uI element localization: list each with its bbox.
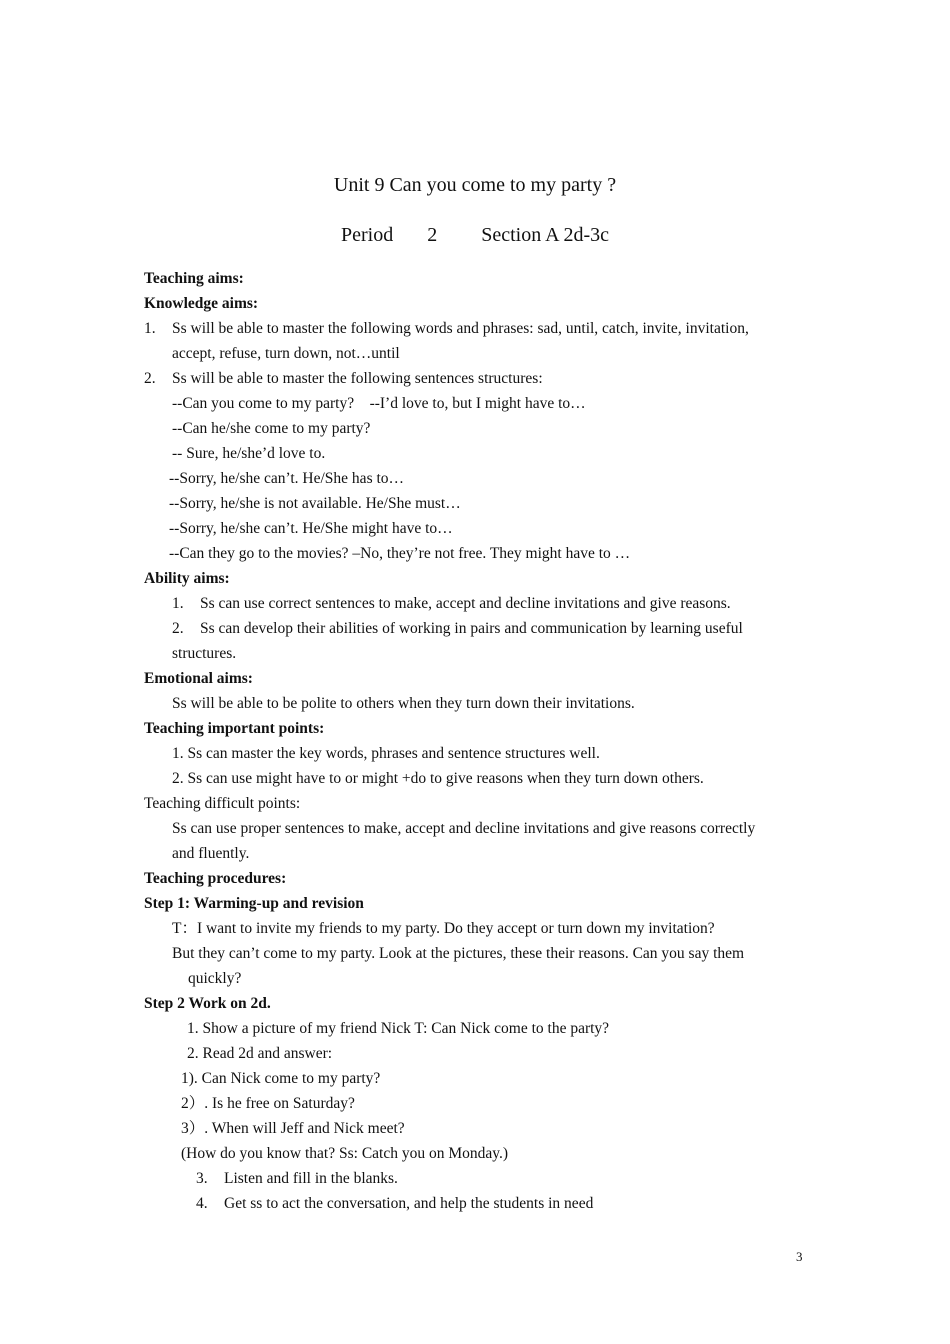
list-item: 1. Ss can use correct sentences to make, accept and decline invitations and give reasons. (172, 595, 731, 612)
period-number: 2 (427, 224, 438, 246)
step2-item: 2. Read 2d and answer: (187, 1045, 333, 1062)
list-item: 3. Listen and fill in the blanks. (196, 1170, 398, 1187)
list-item-continuation: structures. (172, 645, 237, 662)
difficult-point-text: Ss can use proper sentences to make, accept and decline invitations and give reasons correctly (172, 820, 756, 837)
list-item: 4. Get ss to act the conversation, and help the students in need (196, 1195, 594, 1212)
important-points-heading: Teaching important points: (144, 720, 325, 737)
section-label: Section A 2d-3c (481, 224, 609, 246)
document-body (144, 266, 814, 1216)
list-item-continuation: accept, refuse, turn down, not…until (172, 345, 400, 362)
important-point: 2. Ss can use might have to or might +do to give reasons when they turn down others. (172, 770, 704, 787)
step1-heading: Step 1: Warming-up and revision (144, 895, 364, 912)
emotional-aims-heading: Emotional aims: (144, 670, 253, 687)
page-subtitle (0, 224, 950, 247)
step2-item: 1. Show a picture of my friend Nick T: Can Nick come to the party? (187, 1020, 610, 1037)
sentence-structure: --Sorry, he/she can’t. He/She might have to… (169, 520, 453, 537)
sentence-structure: --Can you come to my party? --I’d love to, but I might have to… (172, 395, 586, 412)
step1-text: T：I want to invite my friends to my party. Do they accept or turn down my invitation? (172, 920, 715, 937)
difficult-point-text: and fluently. (172, 845, 250, 862)
ability-aims-heading: Ability aims: (144, 570, 230, 587)
sentence-structure: --Sorry, he/she is not available. He/She must… (169, 495, 461, 512)
step2-note: (How do you know that? Ss: Catch you on Monday.) (181, 1145, 509, 1162)
teaching-aims-heading: Teaching aims: (144, 270, 244, 287)
page-title: Unit 9 Can you come to my party ? (333, 174, 617, 196)
knowledge-aims-heading: Knowledge aims: (144, 295, 259, 312)
procedures-heading: Teaching procedures: (144, 870, 287, 887)
list-item: 1. Ss will be able to master the following words and phrases: sad, until, catch, invite, invitation, (144, 320, 749, 337)
period-label: Period (341, 224, 394, 246)
page-number: 3 (796, 1249, 803, 1264)
emotional-aims-text: Ss will be able to be polite to others when they turn down their invitations. (172, 695, 635, 712)
step1-text: quickly? (188, 970, 242, 987)
sentence-structure: -- Sure, he/she’d love to. (172, 445, 326, 462)
list-item: 2. Ss can develop their abilities of working in pairs and communication by learning useful (172, 620, 743, 637)
list-item: 2. Ss will be able to master the following sentences structures: (144, 370, 543, 387)
question-item: 3）. When will Jeff and Nick meet? (181, 1120, 405, 1137)
sentence-structure: --Can they go to the movies? –No, they’re not free. They might have to … (169, 545, 631, 562)
difficult-points-heading: Teaching difficult points: (144, 795, 301, 812)
important-point: 1. Ss can master the key words, phrases and sentence structures well. (172, 745, 600, 762)
sentence-structure: --Can he/she come to my party? (172, 420, 371, 437)
question-item: 1). Can Nick come to my party? (181, 1070, 381, 1087)
sentence-structure: --Sorry, he/she can’t. He/She has to… (169, 470, 405, 487)
step1-text: But they can’t come to my party. Look at the pictures, these their reasons. Can you say them (172, 945, 745, 962)
question-item: 2）. Is he free on Saturday? (181, 1095, 355, 1112)
step2-heading: Step 2 Work on 2d. (144, 995, 271, 1012)
